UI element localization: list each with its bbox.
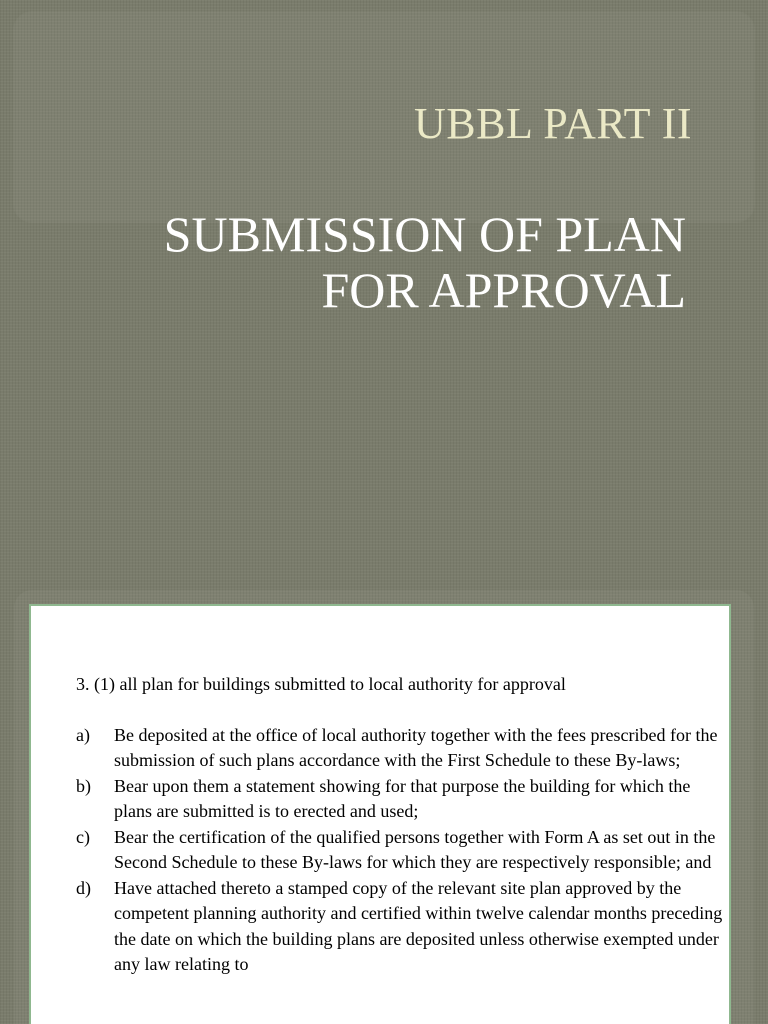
- clause-label: c): [76, 826, 90, 847]
- content-text: [31, 606, 729, 978]
- clause-d: [76, 876, 729, 978]
- content-box: [29, 604, 731, 1024]
- clause-a: [76, 723, 729, 774]
- clause-text: Bear upon them a statement showing for that purpose the building for which the plans are submitted is to erected and used;: [114, 775, 691, 821]
- clause-b: [76, 774, 729, 825]
- subtitle-line-1: SUBMISSION OF PLAN: [163, 206, 686, 262]
- clause-text: Be deposited at the office of local authority together with the fees prescribed for the submission of such plans accordance with the First Schedule to these By-laws;: [114, 724, 718, 770]
- clause-label: d): [76, 877, 91, 898]
- clause-c: [76, 825, 729, 876]
- intro-text: 3. (1) all plan for buildings submitted to local authority for approval: [76, 674, 566, 694]
- content-slide: [0, 590, 768, 1024]
- clause-label: b): [76, 775, 91, 796]
- clause-text: Bear the certification of the qualified persons together with Form A as set out in the Second Schedule to these By-laws for which they are respectively responsible; and: [114, 826, 716, 872]
- subtitle-line-2: FOR APPROVAL: [321, 262, 686, 318]
- slide-title: UBBL PART II: [413, 99, 692, 148]
- slide-subtitle: [164, 206, 686, 318]
- clause-text: Have attached thereto a stamped copy of the relevant site plan approved by the competent planning authority and certified within twelve calendar months preceding the date on which the building plans are deposited unless otherwise exempted under any law relating to: [114, 877, 723, 974]
- clause-label: a): [76, 724, 90, 745]
